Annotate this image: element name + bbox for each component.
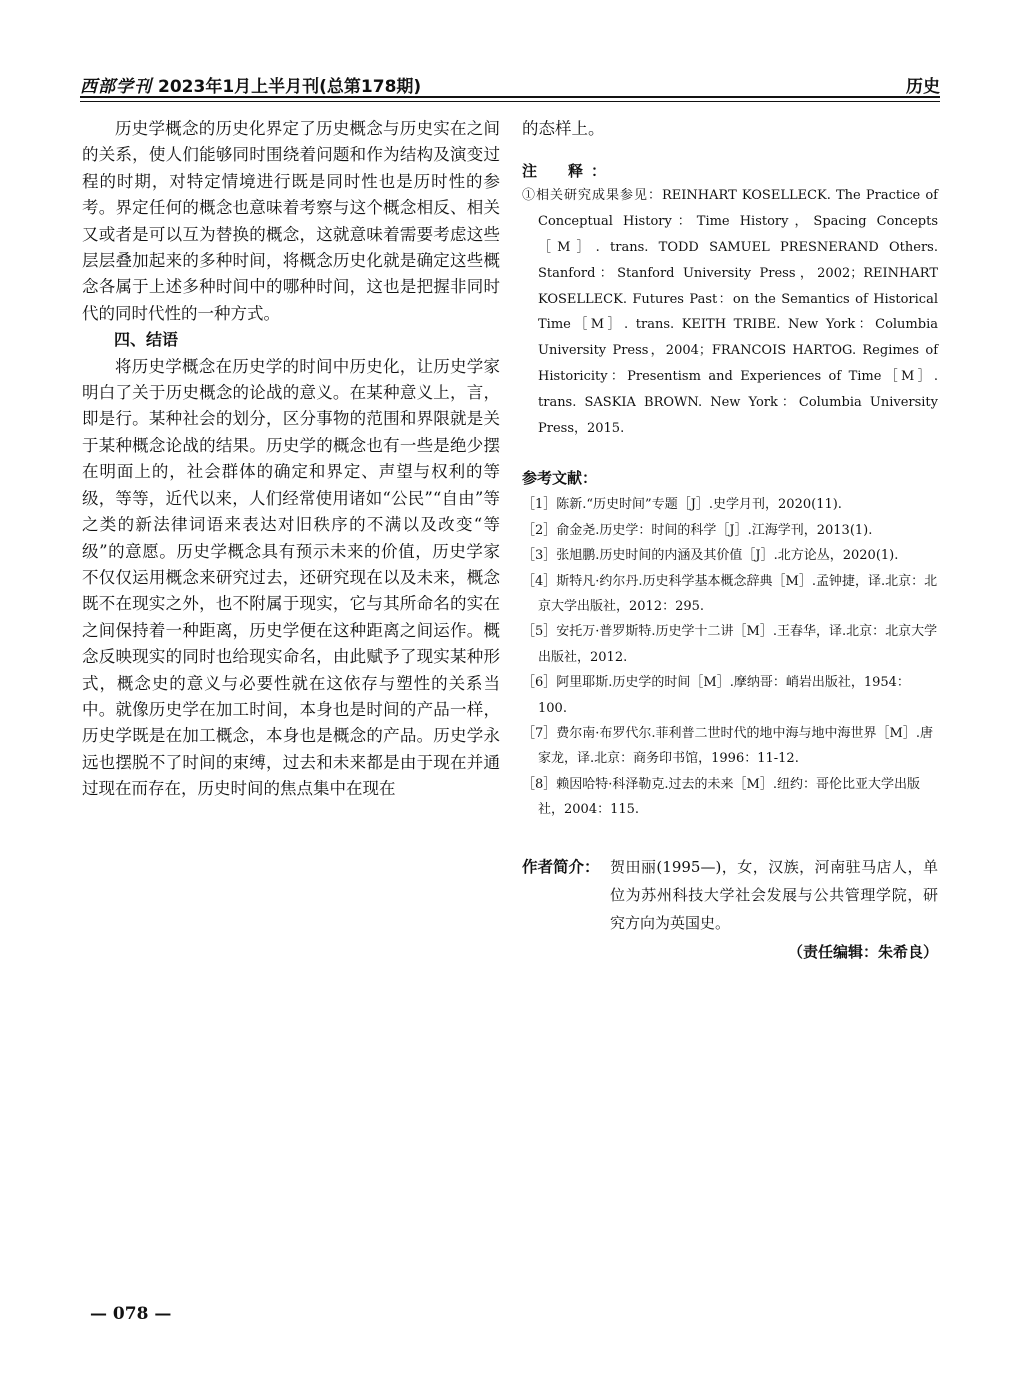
- reference-item: ［5］安托万·普罗斯特.历史学十二讲［M］.王春华，译.北京：北京大学出版社，2012.: [522, 624, 938, 665]
- journal-logo: 西部学刊: [80, 77, 152, 97]
- left-column: [82, 116, 500, 803]
- page-header: [80, 66, 940, 98]
- author-bio-text: 贺田丽(1995—)，女，汉族，河南驻马店人，单位为苏州科技大学社会发展与公共管理学院，研究方向为英国史。: [610, 857, 938, 932]
- reference-item: ［7］费尔南·布罗代尔.菲利普二世时代的地中海与地中海世界［M］.唐家龙，译.北京：商务印书馆，1996：11-12.: [522, 726, 933, 767]
- section-name: 历史: [906, 77, 940, 97]
- issue-info: 2023年1月上半月刊(总第178期): [158, 77, 422, 97]
- notes-heading: 注 释：: [522, 162, 615, 181]
- header-rule-thin: [80, 101, 940, 102]
- section-heading-conclusion: 四、结语: [114, 330, 179, 350]
- reference-item: ［1］陈新.“历史时间”专题［J］.史学月刊，2020(11).: [522, 497, 842, 513]
- references-heading: 参考文献：: [522, 469, 598, 488]
- reference-item: ［3］张旭鹏.历史时间的内涵及其价值［J］.北方论丛，2020(1).: [522, 548, 899, 564]
- page-number: — 078 —: [90, 1304, 172, 1324]
- author-bio: [522, 853, 938, 937]
- header-rule: [80, 96, 940, 98]
- author-bio-label: 作者简介：: [522, 857, 600, 876]
- note-item: ①相关研究成果参见：REINHART KOSELLECK. The Practice of Conceptual History：Time History，Spacing Concepts［M］. trans. TODD SAMUEL PRESNERAND Others. Stanford：Stanford University Press，2002；REINHART KOSELLECK. Futures Past：on the Semantics of Historical Time［M］. trans. KEITH TRIBE. New York：Columbia University Press，2004；FRANCOIS HARTOG. Regimes of Historicity：Presentism and Experiences of Time［M］. trans. SASKIA BROWN. New York：Columbia University Press，2015.: [522, 188, 938, 436]
- paragraph-concept-historicization: 历史学概念的历史化界定了历史概念与历史实在之间的关系，使人们能够同时围绕着问题和作为结构及演变过程的时期，对特定情境进行既是同时性也是历时性的参考。界定任何的概念也意味着考察与这个概念相反、相关又或者是可以互为替换的概念，这就意味着需要考虑这些层层叠加起来的多种时间，将概念历史化就是确定这些概念各属于上述多种时间中的哪种时间，这也是把握非同时代的同时代性的一种方式。: [82, 119, 500, 323]
- responsible-editor: （责任编辑：朱希良）: [787, 942, 938, 961]
- reference-item: ［2］俞金尧.历史学：时间的科学［J］.江海学刊，2013(1).: [522, 522, 873, 538]
- right-column: [522, 116, 938, 962]
- reference-list: [522, 492, 938, 822]
- reference-item: ［4］斯特凡·约尔丹.历史科学基本概念辞典［M］.孟钟捷，译.北京：北京大学出版社，2012：295.: [522, 573, 938, 614]
- reference-item: ［6］阿里耶斯.历史学的时间［M］.摩纳哥：峭岩出版社，1954：100.: [522, 675, 910, 716]
- reference-item: ［8］赖因哈特·科泽勒克.过去的未来［M］.纽约：哥伦比亚大学出版社，2004：115.: [522, 776, 920, 818]
- paragraph-continuation: 的态样上。: [522, 119, 605, 138]
- paragraph-conclusion: 将历史学概念在历史学的时间中历史化，让历史学家明白了关于历史概念的论战的意义。在某种意义上，言，即是行。某种社会的划分，区分事物的范围和界限就是关于某种概念论战的结果。历史学的概念也有一些是绝少摆在明面上的，社会群体的确定和界定、声望与权利的等级，等等，近代以来，人们经常使用诸如“公民”“自由”等之类的新法律词语来表达对旧秩序的不满以及改变“等级”的意愿。历史学概念具有预示未来的价值，历史学家不仅仅运用概念来研究过去，还研究现在以及未来，概念既不在现实之外，也不附属于现实，它与其所命名的实在之间保持着一种距离，历史学便在这种距离之间运作。概念反映现实的同时也给现实命名，由此赋予了现实某种形式，概念史的意义与必要性就在这依存与塑性的关系当中。就像历史学在加工时间，本身也是时间的产品一样，历史学既是在加工概念，本身也是概念的产品。历史学永远也摆脱不了时间的束缚，过去和未来都是由于现在并通过现在而存在，历史时间的焦点集中在现在: [82, 356, 500, 799]
